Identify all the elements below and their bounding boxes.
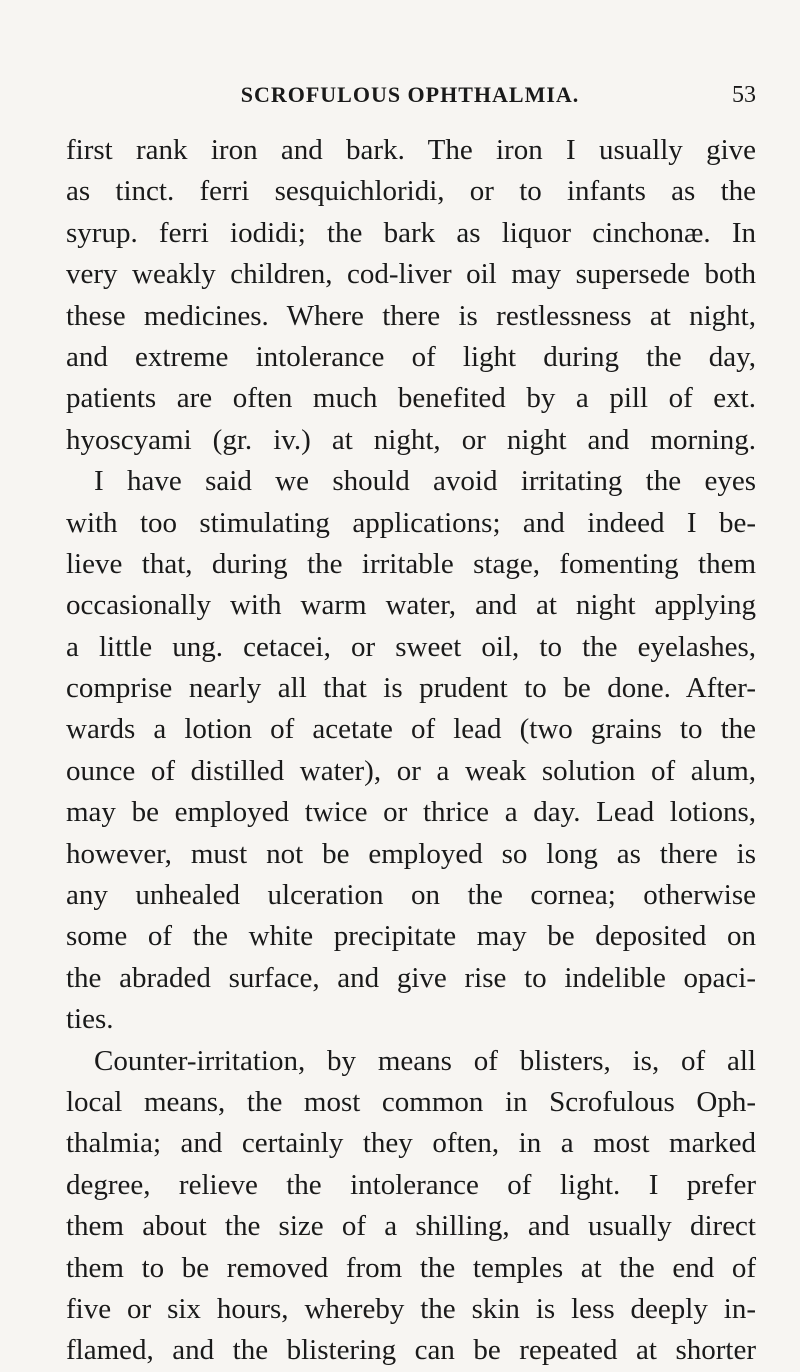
text-line: syrup. ferri iodidi; the bark as liquor cinchonæ. In xyxy=(66,216,756,249)
text-line: ties. xyxy=(66,1003,114,1036)
text-line: Counter-irritation, by means of blisters, is, of all xyxy=(94,1044,756,1077)
text-line: very weakly children, cod-liver oil may supersede both xyxy=(66,258,756,291)
text-line: occasionally with warm water, and at night applying xyxy=(66,589,756,622)
running-head xyxy=(68,82,756,118)
text-line: local means, the most common in Scrofulous Oph- xyxy=(66,1085,756,1118)
text-line: and extreme intolerance of light during the day, xyxy=(66,340,756,373)
text-line: as tinct. ferri sesquichloridi, or to infants as the xyxy=(66,175,756,208)
body-text xyxy=(66,130,756,1372)
text-line: may be employed twice or thrice a day. Lead lotions, xyxy=(66,796,756,829)
text-line: some of the white precipitate may be deposited on xyxy=(66,920,756,953)
text-line: lieve that, during the irritable stage, fomenting them xyxy=(66,547,756,580)
text-line: five or six hours, whereby the skin is less deeply in- xyxy=(66,1292,756,1325)
text-line: comprise nearly all that is prudent to be done. After- xyxy=(66,672,756,705)
page-number: 53 xyxy=(732,82,756,108)
text-line: however, must not be employed so long as there is xyxy=(66,837,756,870)
text-line: hyoscyami (gr. iv.) at night, or night and morning. xyxy=(66,423,756,456)
text-line: any unhealed ulceration on the cornea; otherwise xyxy=(66,879,756,912)
text-line: them to be removed from the temples at the end of xyxy=(66,1251,756,1284)
text-line: thalmia; and certainly they often, in a most marked xyxy=(66,1127,756,1160)
running-title: SCROFULOUS OPHTHALMIA. xyxy=(240,82,580,107)
text-line: I have said we should avoid irritating the eyes xyxy=(94,465,756,498)
text-line: wards a lotion of acetate of lead (two grains to the xyxy=(66,713,756,746)
text-line: the abraded surface, and give rise to indelible opaci- xyxy=(66,961,756,994)
text-line: these medicines. Where there is restlessness at night, xyxy=(66,299,756,332)
text-line: first rank iron and bark. The iron I usually give xyxy=(66,134,756,166)
text-line: them about the size of a shilling, and usually direct xyxy=(66,1210,756,1243)
text-line: with too stimulating applications; and indeed I be- xyxy=(66,506,756,539)
text-line: a little ung. cetacei, or sweet oil, to the eyelashes, xyxy=(66,630,756,663)
text-line: degree, relieve the intolerance of light. I prefer xyxy=(66,1168,756,1201)
text-line: ounce of distilled water), or a weak solution of alum, xyxy=(66,754,756,787)
text-line: flamed, and the blistering can be repeated at shorter xyxy=(66,1334,756,1367)
text-line: patients are often much benefited by a pill of ext. xyxy=(66,382,756,415)
